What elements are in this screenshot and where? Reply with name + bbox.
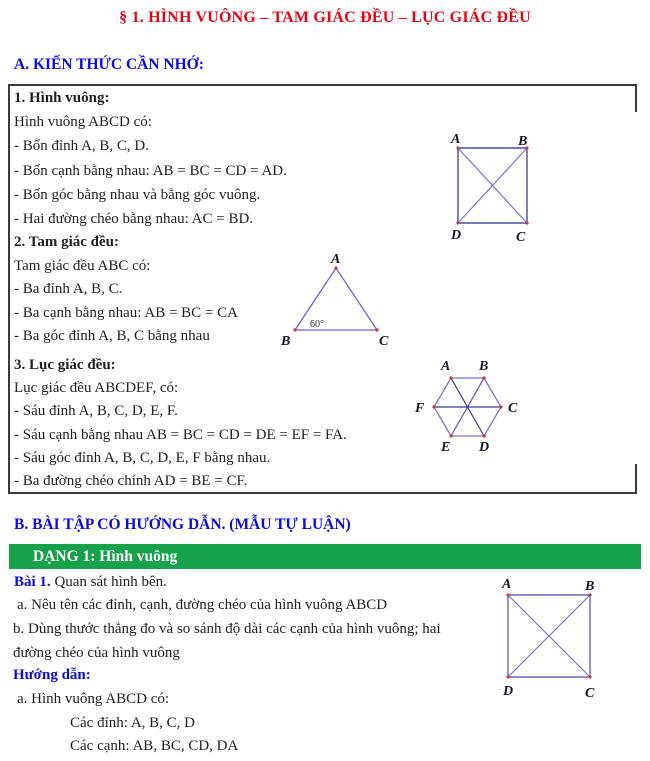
bai1-label: Bài 1.	[14, 574, 51, 590]
guide-heading: Hướng dẫn:	[13, 667, 91, 683]
page-title: § 1. HÌNH VUÔNG – TAM GIÁC ĐỀU – LỤC GIÁC ĐỀU	[119, 9, 531, 26]
vertex-label-a: A	[441, 359, 451, 374]
vertex-label-c: C	[585, 686, 595, 701]
dang1-banner-label: DẠNG 1: Hình vuông	[33, 548, 178, 565]
hexagon-block-title: 3. Lục giác đều:	[14, 357, 116, 373]
solution-a-line: a. Hình vuông ABCD có:	[17, 691, 170, 707]
triangle-block-line: - Ba góc đỉnh A, B, C bằng nhau	[14, 328, 210, 345]
square-block-line: - Bốn góc bằng nhau và bằng góc vuông.	[14, 186, 261, 203]
solution-edges-line: Các cạnh: AB, BC, CD, DA	[70, 738, 239, 754]
vertex-dot	[432, 405, 435, 408]
hexagon-block-line: - Sáu cạnh bằng nhau AB = BC = CD = DE = EF = FA.	[14, 426, 347, 443]
task-b-line2: đường chéo của hình vuông	[13, 645, 180, 661]
vertex-label-b: B	[281, 334, 291, 349]
square-figure-1	[440, 128, 550, 246]
triangle-block-line: Tam giác đều ABC có:	[14, 257, 151, 274]
vertex-dot	[456, 221, 459, 224]
vertex-dot	[449, 434, 452, 437]
square-figure-2	[488, 570, 620, 702]
vertex-dot	[293, 328, 296, 331]
vertex-label-f: F	[415, 401, 425, 416]
vertex-dot	[482, 434, 485, 437]
task-b-line1: b. Dùng thước thẳng đo và so sánh độ dài các cạnh của hình vuông; hai	[13, 621, 441, 637]
vertex-dot	[588, 675, 591, 678]
square-block-line: - Hai đường chéo bằng nhau: AC = BD.	[14, 211, 254, 228]
bai1-line	[14, 574, 167, 591]
hexagon-knowledge-block	[14, 354, 444, 493]
task-a-line: a. Nêu tên các đỉnh, cạnh, đường chéo của hình vuông ABCD	[17, 597, 388, 613]
vertex-label-d: D	[451, 228, 462, 243]
vertex-label-a: A	[502, 577, 512, 592]
section-b-heading: B. BÀI TẬP CÓ HƯỚNG DẪN. (MẪU TỰ LUẬN)	[14, 516, 351, 533]
hexagon-block-line: Lục giác đều ABCDEF, có:	[14, 380, 179, 397]
square-block-title: 1. Hình vuông:	[14, 90, 110, 106]
vertex-label-a: A	[331, 252, 341, 267]
vertex-dot	[506, 675, 509, 678]
triangle-block-line: - Ba đỉnh A, B, C.	[14, 281, 123, 298]
hexagon-block-line: - Ba đường chéo chính AD = BE = CF.	[14, 473, 248, 490]
square-block-line: Hình vuông ABCD có:	[14, 114, 152, 131]
solution-vertices-line: Các đỉnh: A, B, C, D	[70, 715, 196, 731]
vertex-label-a: A	[451, 132, 461, 147]
vertex-label-b: B	[518, 134, 528, 149]
square-block-line: - Bốn cạnh bằng nhau: AB = BC = CD = AD.	[14, 162, 287, 179]
vertex-dot	[499, 405, 502, 408]
hexagon-block-line: - Sáu góc đỉnh A, B, C, D, E, F bằng nhau.	[14, 449, 271, 466]
vertex-dot	[449, 376, 452, 379]
vertex-dot	[375, 328, 378, 331]
bai1-text: Quan sát hình bên.	[54, 574, 167, 590]
hexagon-figure	[413, 353, 525, 457]
vertex-dot	[525, 221, 528, 224]
triangle-block-title: 2. Tam giác đều:	[14, 234, 120, 250]
triangle-figure	[278, 250, 403, 350]
angle-60-label: 60°	[310, 319, 324, 330]
triangle-block-line: - Ba cạnh bằng nhau: AB = BC = CA	[14, 304, 238, 321]
dang1-banner	[9, 544, 641, 569]
vertex-label-b: B	[479, 359, 489, 374]
vertex-label-e: E	[441, 440, 451, 455]
vertex-dot	[482, 376, 485, 379]
knowledge-box-right-border-top	[635, 84, 637, 112]
knowledge-box-right-border-bottom	[635, 464, 637, 494]
vertex-label-d: D	[503, 684, 514, 699]
vertex-label-c: C	[508, 401, 518, 416]
section-a-heading: A. KIẾN THỨC CẦN NHỚ:	[14, 56, 204, 73]
vertex-label-d: D	[479, 440, 490, 455]
square-knowledge-block	[14, 86, 444, 231]
vertex-label-b: B	[585, 579, 595, 594]
square-block-line: - Bốn đỉnh A, B, C, D.	[14, 138, 150, 155]
triangle-outline	[295, 268, 377, 330]
hexagon-block-line: - Sáu đỉnh A, B, C, D, E, F.	[14, 403, 178, 420]
vertex-label-c: C	[379, 334, 389, 349]
vertex-label-c: C	[516, 230, 526, 245]
vertex-dot	[506, 593, 509, 596]
